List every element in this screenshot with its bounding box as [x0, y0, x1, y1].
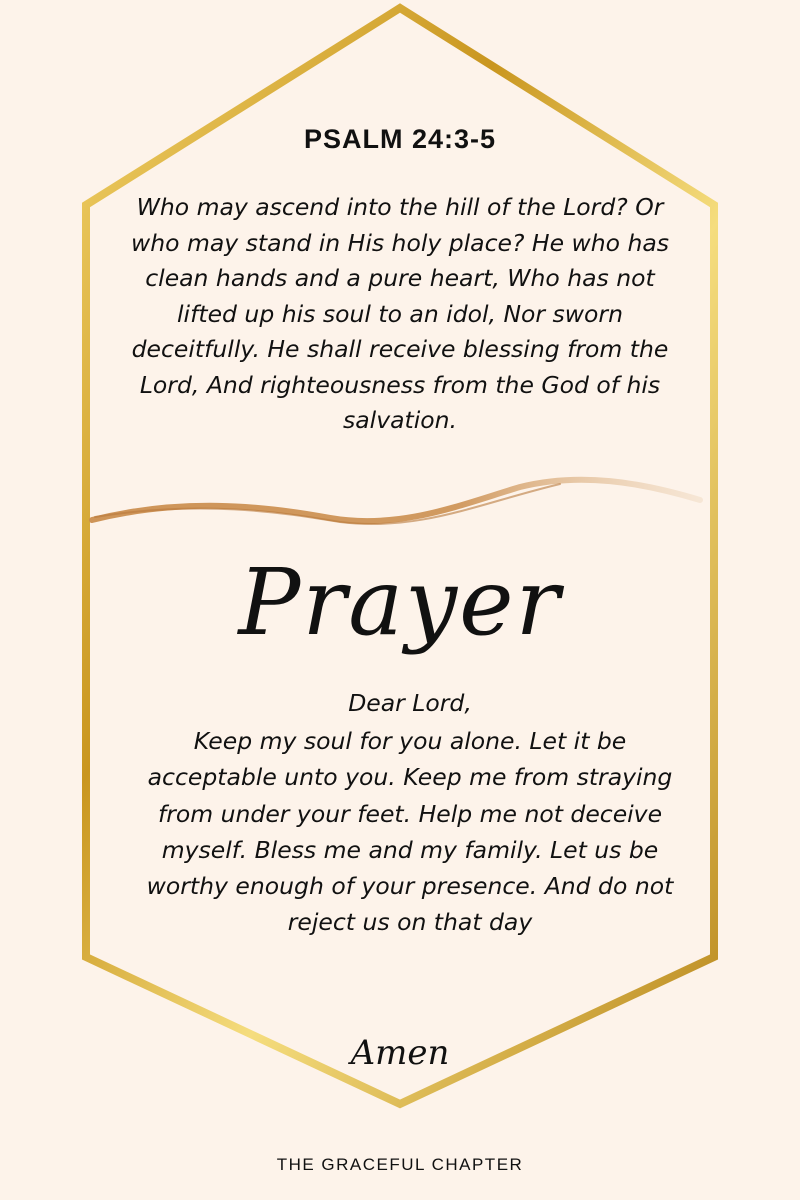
verse-reference: PSALM 24:3-5 [303, 124, 497, 154]
prayer-text: Keep my soul for you alone. Let it be acceptable unto you. Keep me from straying from under your feet. Help me not deceive myself. Bless me and my family. Let us be worthy enough of your presence. And do not reject us on that day [146, 727, 674, 937]
prayer-greeting: Dear Lord, [348, 689, 472, 717]
verse-text: Who may ascend into the hill of the Lord? Or who may stand in His holy place? He who has clean hands and a pure heart, Who has not lifted up his soul to an idol, Nor sworn deceitfully. He shall receive blessing from the Lord, And righteousness from the God of his salvation. [130, 193, 670, 434]
prayer-title: Prayer [238, 549, 562, 656]
amen-signature: Amen [350, 1033, 450, 1073]
footer-brand: THE GRACEFUL CHAPTER [276, 1155, 524, 1174]
brush-stroke-divider [92, 480, 700, 521]
